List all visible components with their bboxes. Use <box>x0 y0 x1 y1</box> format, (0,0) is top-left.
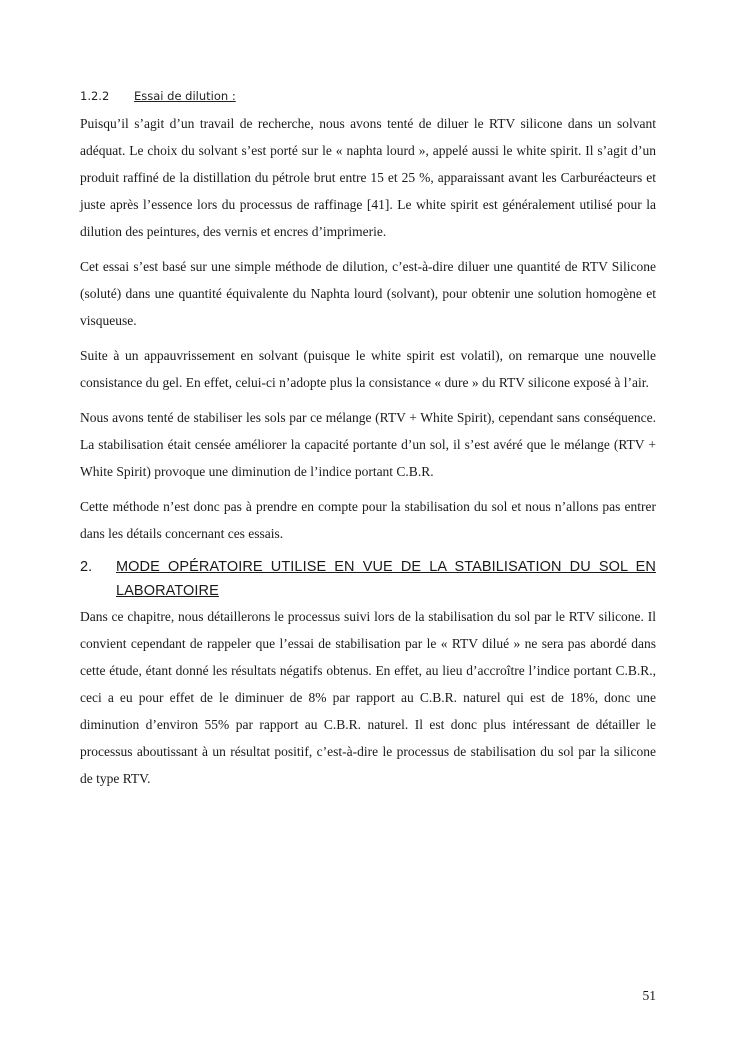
paragraph-chapter-intro: Dans ce chapitre, nous détaillerons le processus suivi lors de la stabilisation du sol par le RTV silicone. Il convient cependant de rappeler que l’essai de stabilisation par le « RTV dilué » ne sera pas abordé dans cette étude, étant donné les résultats négatifs obtenus. En effet, au lieu d’accroître l’indice portant C.B.R., ceci a eu pour effet de le diminuer de 8% par rapport au C.B.R. naturel qui est de 18%, donc une diminution d’environ 55% par rapport au C.B.R. naturel. Il est donc plus intéressant de détailler le processus aboutissant à un résultat positif, c’est-à-dire le processus de stabilisation du sol par la silicone de type RTV. <box>80 609 656 786</box>
paragraph-dilution-method: Cet essai s’est basé sur une simple méthode de dilution, c’est-à-dire diluer une quantité de RTV Silicone (soluté) dans une quantité équivalente du Naphta lourd (solvant), pour obtenir une solution homogène et visqueuse. <box>80 259 656 328</box>
paragraph-stabilisation-attempt: Nous avons tenté de stabiliser les sols par ce mélange (RTV + White Spirit), cependant sans conséquence. La stabilisation était censée améliorer la capacité portante d’un sol, il s’est avéré que le mélange (RTV + White Spirit) provoque une diminution de l’indice portant C.B.R. <box>80 410 656 479</box>
subsection-number: 1.2.2 <box>80 89 110 103</box>
paragraph-solvent-choice: Puisqu’il s’agit d’un travail de recherche, nous avons tenté de diluer le RTV silicone dans un solvant adéquat. Le choix du solvant s’est porté sur le « naphta lourd », appelé aussi le white spirit. Il s’agit d’un produit raffiné de la distillation du pétrole brut entre 15 et 25 %, apparaissant avant les Carburéacteurs et juste après l’essence lors du processus de raffinage [41]. Le white spirit est généralement utilisé pour la dilution des peintures, des vernis et encres d’imprimerie. <box>80 116 656 239</box>
page-content <box>80 86 656 800</box>
section-title: MODE OPÉRATOIRE UTILISE EN VUE DE LA STABILISATION DU SOL EN LABORATOIRE <box>116 559 656 599</box>
subsection-title: Essai de dilution : <box>134 89 236 103</box>
page-number: 51 <box>642 988 656 1003</box>
subsection-heading <box>80 86 656 106</box>
section-heading <box>80 555 656 603</box>
paragraph-gel-consistency: Suite à un appauvrissement en solvant (puisque le white spirit est volatil), on remarque une nouvelle consistance du gel. En effet, celui-ci n’adopte plus la consistance « dure » du RTV silicone exposé à l’air. <box>80 348 656 390</box>
section-number: 2. <box>80 559 93 575</box>
paragraph-method-conclusion: Cette méthode n’est donc pas à prendre en compte pour la stabilisation du sol et nous n’allons pas entrer dans les détails concernant ces essais. <box>80 499 656 541</box>
